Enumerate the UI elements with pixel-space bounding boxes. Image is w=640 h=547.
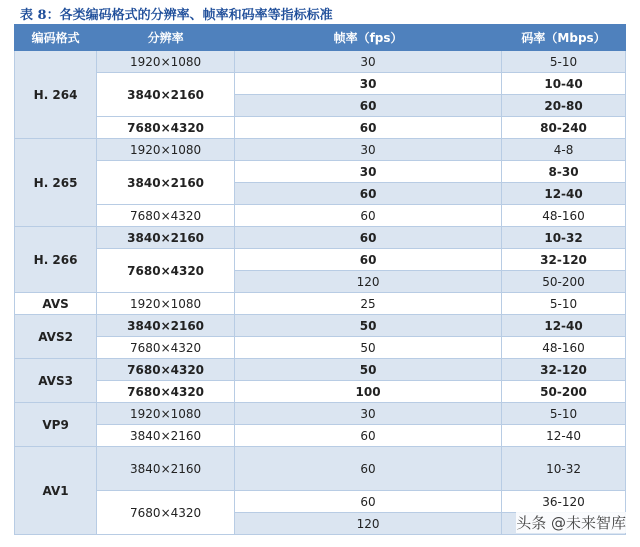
table-row: [15, 425, 626, 447]
fps-cell: 120: [235, 513, 502, 535]
bitrate-cell: 12-40: [502, 183, 626, 205]
table-row: [15, 403, 626, 425]
fps-cell: 60: [235, 227, 502, 249]
fps-cell: 60: [235, 425, 502, 447]
bitrate-cell: 4-8: [502, 139, 626, 161]
fps-cell: 100: [235, 381, 502, 403]
header-row: [15, 25, 626, 51]
fps-cell: 50: [235, 359, 502, 381]
format-cell: H. 264: [15, 51, 97, 139]
fps-cell: 50: [235, 315, 502, 337]
bitrate-cell: 8-30: [502, 161, 626, 183]
bitrate-cell: 5-10: [502, 51, 626, 73]
fps-cell: 60: [235, 447, 502, 491]
bitrate-cell: 48-160: [502, 205, 626, 227]
header-format: 编码格式: [15, 25, 97, 51]
header-bitrate: 码率（Mbps）: [502, 25, 626, 51]
table-row: [15, 337, 626, 359]
resolution-cell: 3840×2160: [97, 425, 235, 447]
fps-cell: 60: [235, 249, 502, 271]
codec-standards-table: [14, 24, 626, 535]
resolution-cell: 7680×4320: [97, 205, 235, 227]
format-cell: H. 265: [15, 139, 97, 227]
bitrate-cell: 32-120: [502, 249, 626, 271]
table-row: [15, 73, 626, 95]
bitrate-cell: 10-40: [502, 73, 626, 95]
table-row: [15, 227, 626, 249]
header-fps: 帧率（fps）: [235, 25, 502, 51]
fps-cell: 25: [235, 293, 502, 315]
fps-cell: 60: [235, 205, 502, 227]
header-resolution: 分辨率: [97, 25, 235, 51]
resolution-cell: 1920×1080: [97, 293, 235, 315]
table-row: [15, 447, 626, 491]
bitrate-cell: 36-120: [502, 491, 626, 513]
fps-cell: 30: [235, 139, 502, 161]
bitrate-cell: 10-32: [502, 227, 626, 249]
resolution-cell: 1920×1080: [97, 403, 235, 425]
format-cell: AVS3: [15, 359, 97, 403]
table-row: [15, 117, 626, 139]
table-caption: 表 8：各类编码格式的分辨率、帧率和码率等指标标准: [20, 8, 333, 23]
fps-cell: 30: [235, 161, 502, 183]
bitrate-cell: 20-80: [502, 95, 626, 117]
fps-cell: 120: [235, 271, 502, 293]
fps-cell: 30: [235, 403, 502, 425]
resolution-cell: 3840×2160: [97, 315, 235, 337]
resolution-cell: 3840×2160: [97, 447, 235, 491]
resolution-cell: 7680×4320: [97, 381, 235, 403]
table-row: [15, 161, 626, 183]
resolution-cell: 1920×1080: [97, 139, 235, 161]
bitrate-cell: 80-240: [502, 117, 626, 139]
bitrate-cell: 48-160: [502, 337, 626, 359]
bitrate-cell: 10-32: [502, 447, 626, 491]
table-row: [15, 249, 626, 271]
resolution-cell: 7680×4320: [97, 117, 235, 139]
bitrate-cell: 50-200: [502, 381, 626, 403]
table-row: [15, 293, 626, 315]
table-row: [15, 205, 626, 227]
fps-cell: 60: [235, 95, 502, 117]
fps-cell: 50: [235, 337, 502, 359]
bitrate-cell: 32-120: [502, 359, 626, 381]
bitrate-cell: 5-10: [502, 293, 626, 315]
resolution-cell: 3840×2160: [97, 227, 235, 249]
table-row: [15, 491, 626, 513]
resolution-cell: 7680×4320: [97, 491, 235, 535]
watermark: 头条 @未来智库: [516, 514, 626, 532]
fps-cell: 30: [235, 73, 502, 95]
fps-cell: 60: [235, 117, 502, 139]
table-row: [15, 381, 626, 403]
fps-cell: 30: [235, 51, 502, 73]
bitrate-cell: 12-40: [502, 425, 626, 447]
resolution-cell: 7680×4320: [97, 359, 235, 381]
table-row: [15, 315, 626, 337]
bitrate-cell: 5-10: [502, 403, 626, 425]
table-row: [15, 139, 626, 161]
bitrate-cell: 50-200: [502, 271, 626, 293]
fps-cell: 60: [235, 183, 502, 205]
format-cell: VP9: [15, 403, 97, 447]
fps-cell: 60: [235, 491, 502, 513]
table-row: [15, 359, 626, 381]
format-cell: AVS2: [15, 315, 97, 359]
resolution-cell: 7680×4320: [97, 249, 235, 293]
resolution-cell: 7680×4320: [97, 337, 235, 359]
format-cell: H. 266: [15, 227, 97, 293]
table-row: [15, 51, 626, 73]
resolution-cell: 3840×2160: [97, 73, 235, 117]
format-cell: AV1: [15, 447, 97, 535]
bitrate-cell: 12-40: [502, 315, 626, 337]
resolution-cell: 3840×2160: [97, 161, 235, 205]
resolution-cell: 1920×1080: [97, 51, 235, 73]
format-cell: AVS: [15, 293, 97, 315]
